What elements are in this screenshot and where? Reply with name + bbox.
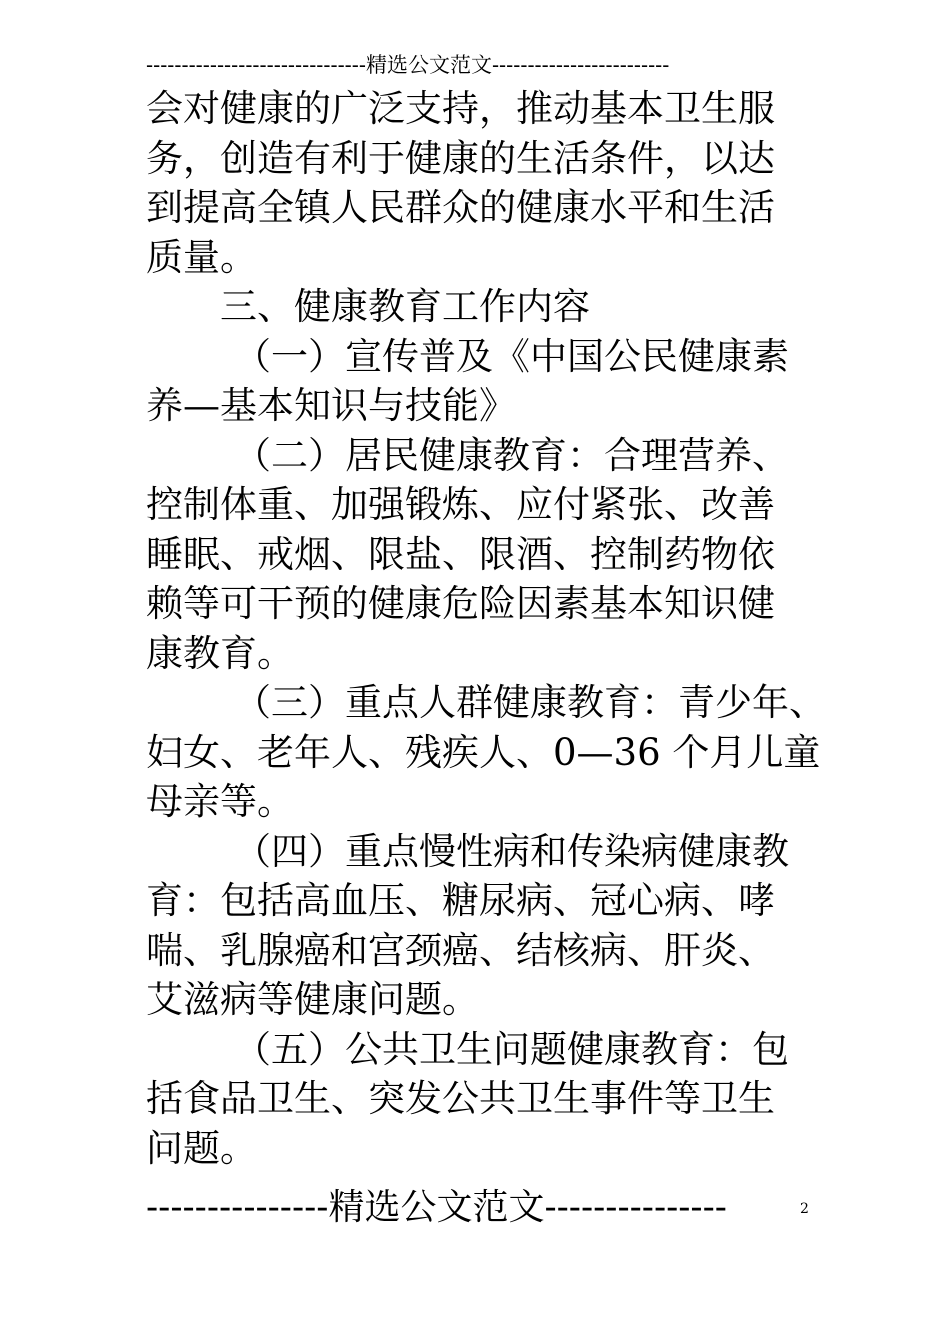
body-line: （五）公共卫生问题健康教育：包 <box>234 1027 789 1071</box>
body-line: 母亲等。 <box>146 780 294 823</box>
body-line: 妇女、老年人、残疾人、0—36 个月儿童 <box>146 730 821 774</box>
body-line: （四）重点慢性病和传染病健康教 <box>234 829 789 873</box>
body-line: 会对健康的广泛支持，推动基本卫生服 <box>146 87 775 130</box>
page-footer: ---------------精选公文范文--------------- <box>146 1187 727 1228</box>
document-body <box>146 84 826 1173</box>
body-line: （三）重点人群健康教育：青少年、 <box>234 681 826 724</box>
body-line: 质量。 <box>146 235 257 279</box>
body-line: 艾滋病等健康问题。 <box>146 978 479 1021</box>
body-line: 到提高全镇人民群众的健康水平和生活 <box>146 186 775 229</box>
body-line: 养—基本知识与技能》 <box>146 384 516 427</box>
body-line: 控制体重、加强锻炼、应付紧张、改善 <box>146 483 775 526</box>
body-line: 务，创造有利于健康的生活条件，以达 <box>146 136 775 180</box>
body-line: 问题。 <box>146 1126 257 1170</box>
page-header: -------------------------------精选公文范文------------------------- <box>146 53 670 77</box>
body-line: 育：包括高血压、糖尿病、冠心病、哮 <box>146 879 775 922</box>
body-line: 喘、乳腺癌和宫颈癌、结核病、肝炎、 <box>146 928 775 972</box>
body-line: 康教育。 <box>146 631 294 675</box>
body-line: （一）宣传普及《中国公民健康素 <box>234 334 789 378</box>
page-number: 2 <box>800 1201 809 1217</box>
body-line: 睡眠、戒烟、限盐、限酒、控制药物依 <box>146 532 775 576</box>
body-line: （二）居民健康教育：合理营养、 <box>234 433 789 477</box>
body-line: 赖等可干预的健康危险因素基本知识健 <box>146 582 775 625</box>
body-line: 括食品卫生、突发公共卫生事件等卫生 <box>146 1077 775 1120</box>
section-heading: 三、健康教育工作内容 <box>220 285 590 328</box>
